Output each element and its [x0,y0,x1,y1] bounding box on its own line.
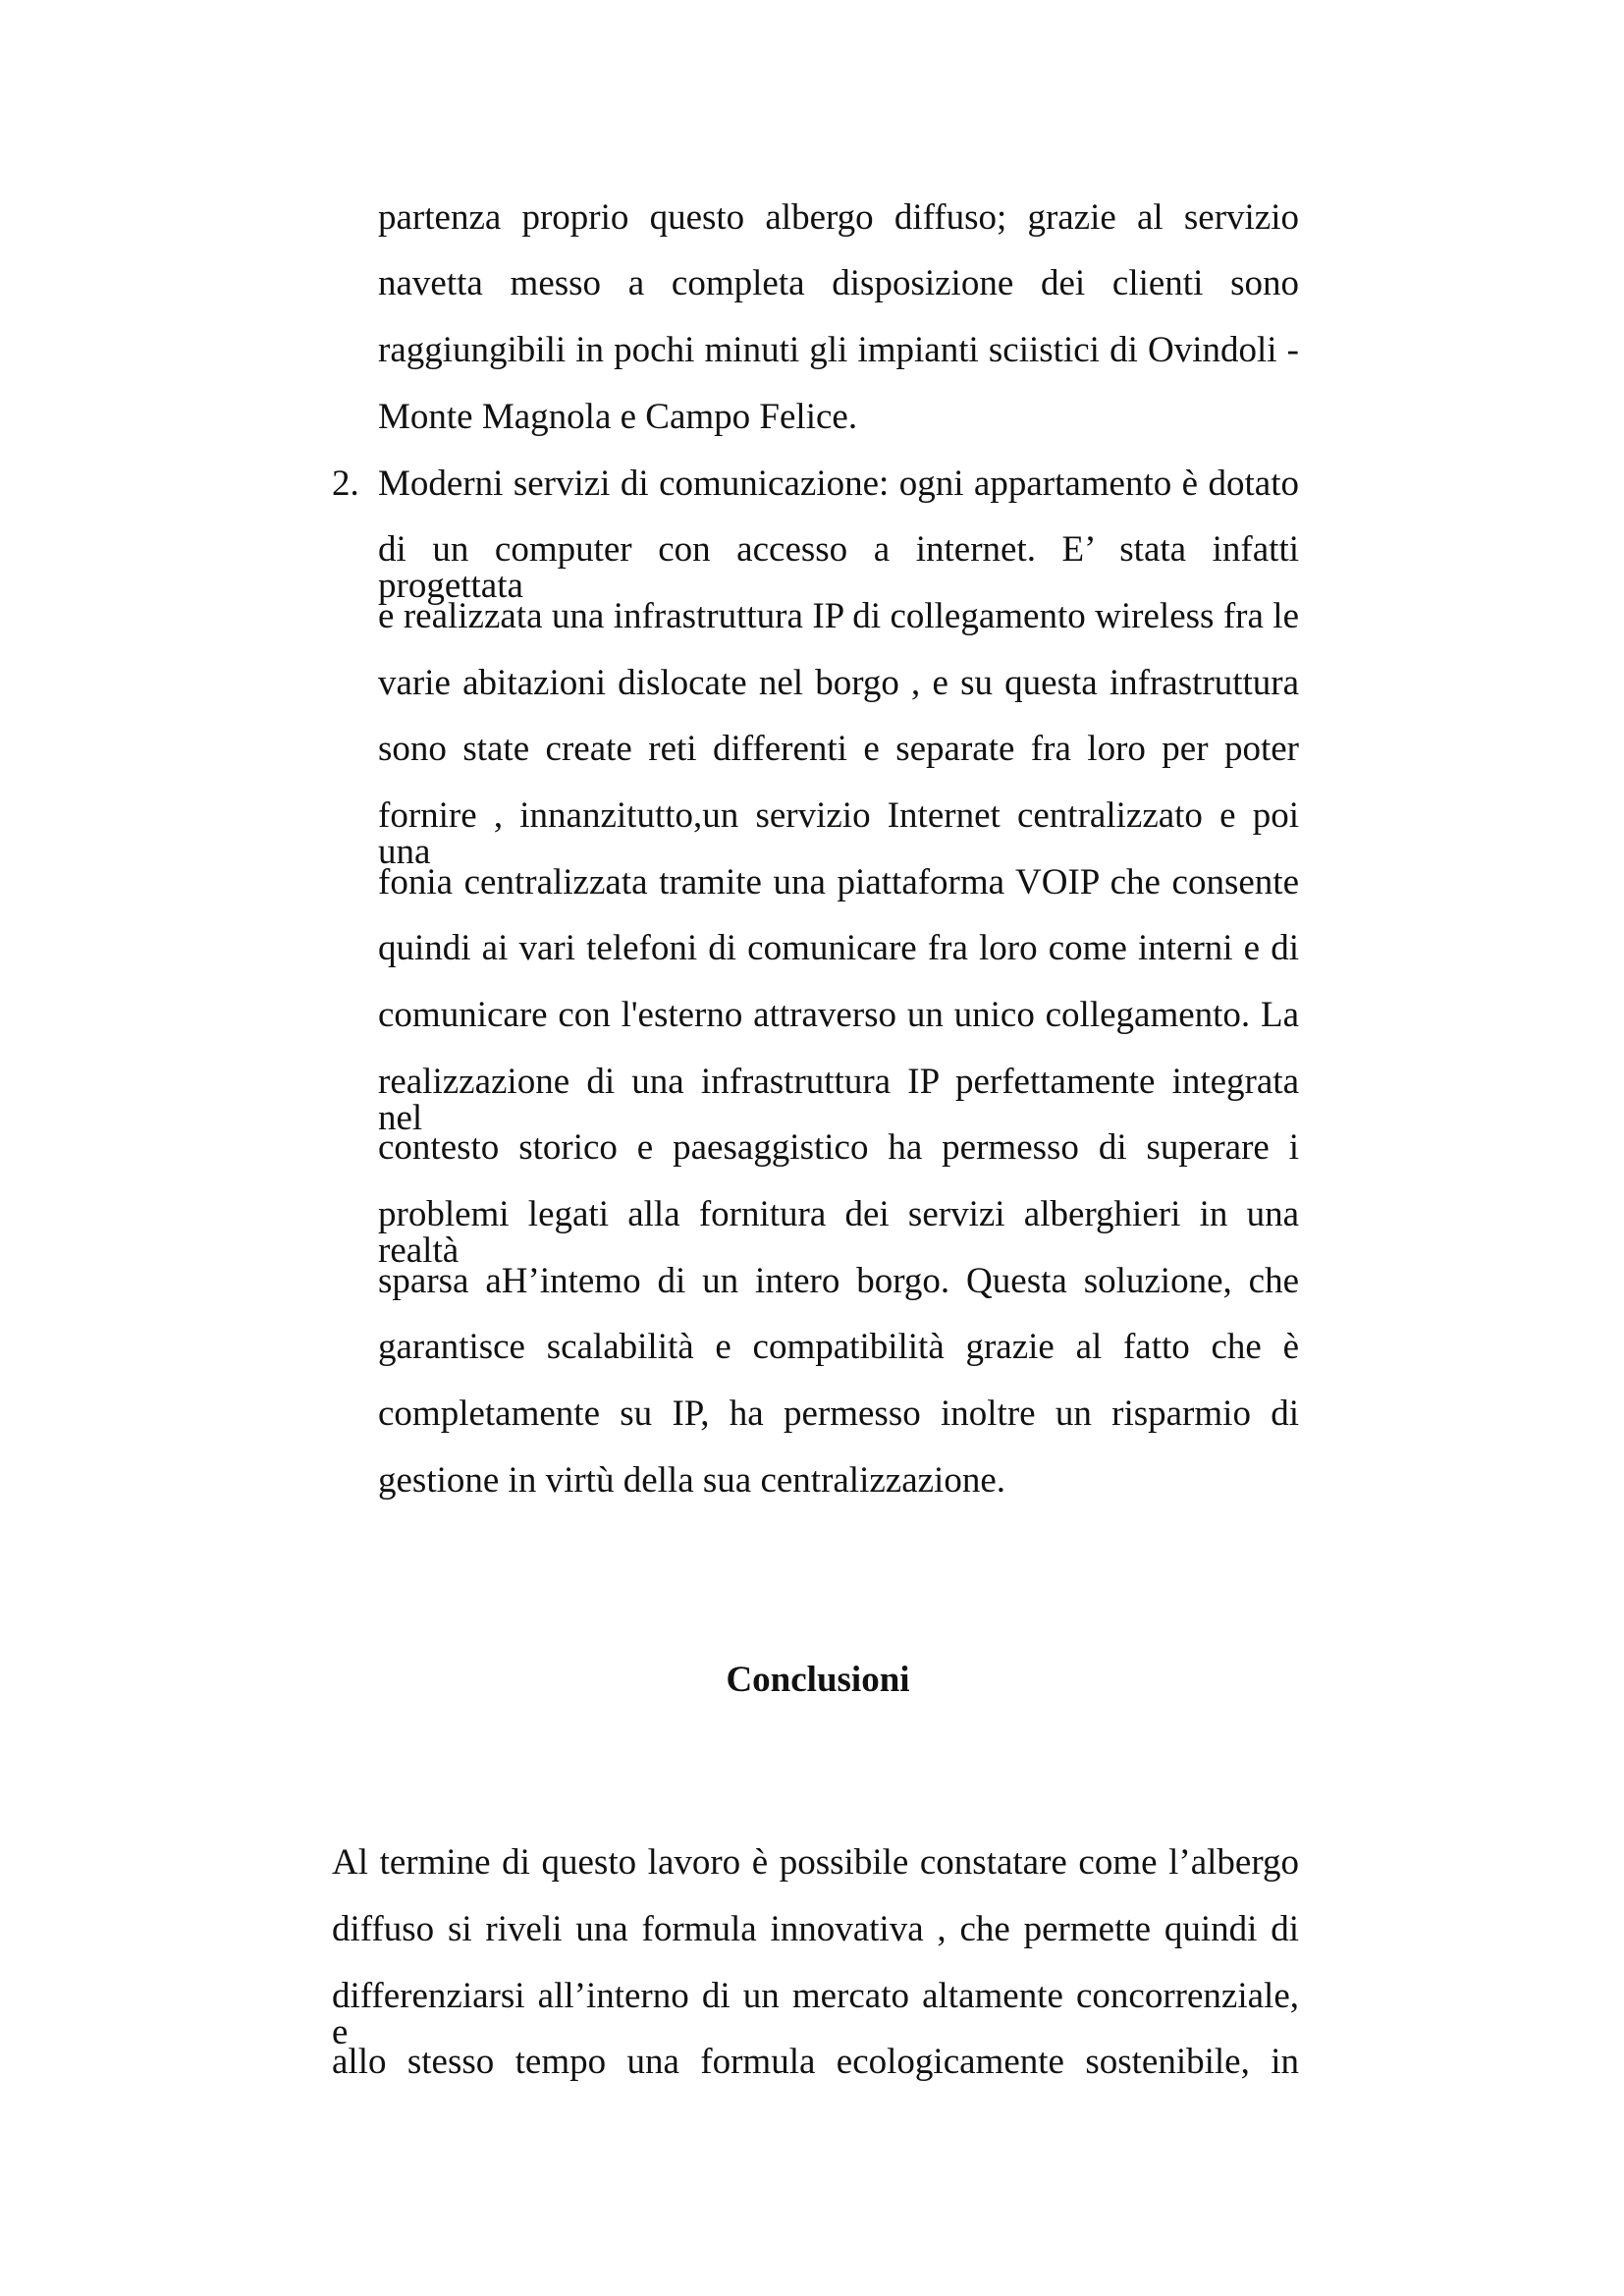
section-heading: Conclusioni [726,1660,910,1700]
text-line: navetta messo a completa disposizione dei clienti sono [378,263,1299,303]
text-line: di un computer con accesso a internet. E’ stata infatti progettata [378,529,1299,606]
text-line: realizzazione di una infrastruttura IP perfettamente integrata nel [378,1062,1299,1138]
text-line: contesto storico e paesaggistico ha permesso di superare i [378,1127,1299,1168]
text-line: gestione in virtù della sua centralizzazione. [378,1460,1006,1501]
text-line: fornire , innanzitutto,un servizio Internet centralizzato e poi una [378,795,1299,872]
text-line: raggiungibili in pochi minuti gli impianti sciistici di Ovindoli - [378,330,1299,370]
text-line: quindi ai vari telefoni di comunicare fra loro come interni e di [378,928,1299,968]
text-line: Moderni servizi di comunicazione: ogni appartamento è dotato [378,464,1299,504]
text-line: varie abitazioni dislocate nel borgo , e su questa infrastruttura [378,663,1299,703]
text-line: Monte Magnola e Campo Felice. [378,397,858,437]
text-line: differenziarsi all’interno di un mercato altamente concorrenziale, e [332,1976,1299,2052]
text-line: comunicare con l'esterno attraverso un unico collegamento. La [378,995,1299,1035]
text-line: partenza proprio questo albergo diffuso; grazie al servizio [378,197,1299,238]
text-line: Al termine di questo lavoro è possibile constatare come l’albergo [332,1842,1299,1883]
text-line: sono state create reti differenti e separate fra loro per poter [378,729,1299,769]
text-line: fonia centralizzata tramite una piattaforma VOIP che consente [378,862,1299,902]
text-line: e realizzata una infrastruttura IP di collegamento wireless fra le [378,596,1299,636]
text-line: sparsa aH’intemo di un intero borgo. Questa soluzione, che [378,1261,1299,1301]
text-line: completamente su IP, ha permesso inoltre un risparmio di [378,1394,1299,1434]
text-line: diffuso si riveli una formula innovativa , che permette quindi di [332,1909,1299,1949]
text-line: allo stesso tempo una formula ecologicamente sostenibile, in [332,2042,1299,2082]
text-line: problemi legati alla fornitura dei servizi alberghieri in una realtà [378,1194,1299,1271]
text-line: garantisce scalabilità e compatibilità grazie al fatto che è [378,1327,1299,1367]
list-number: 2. [332,464,359,504]
